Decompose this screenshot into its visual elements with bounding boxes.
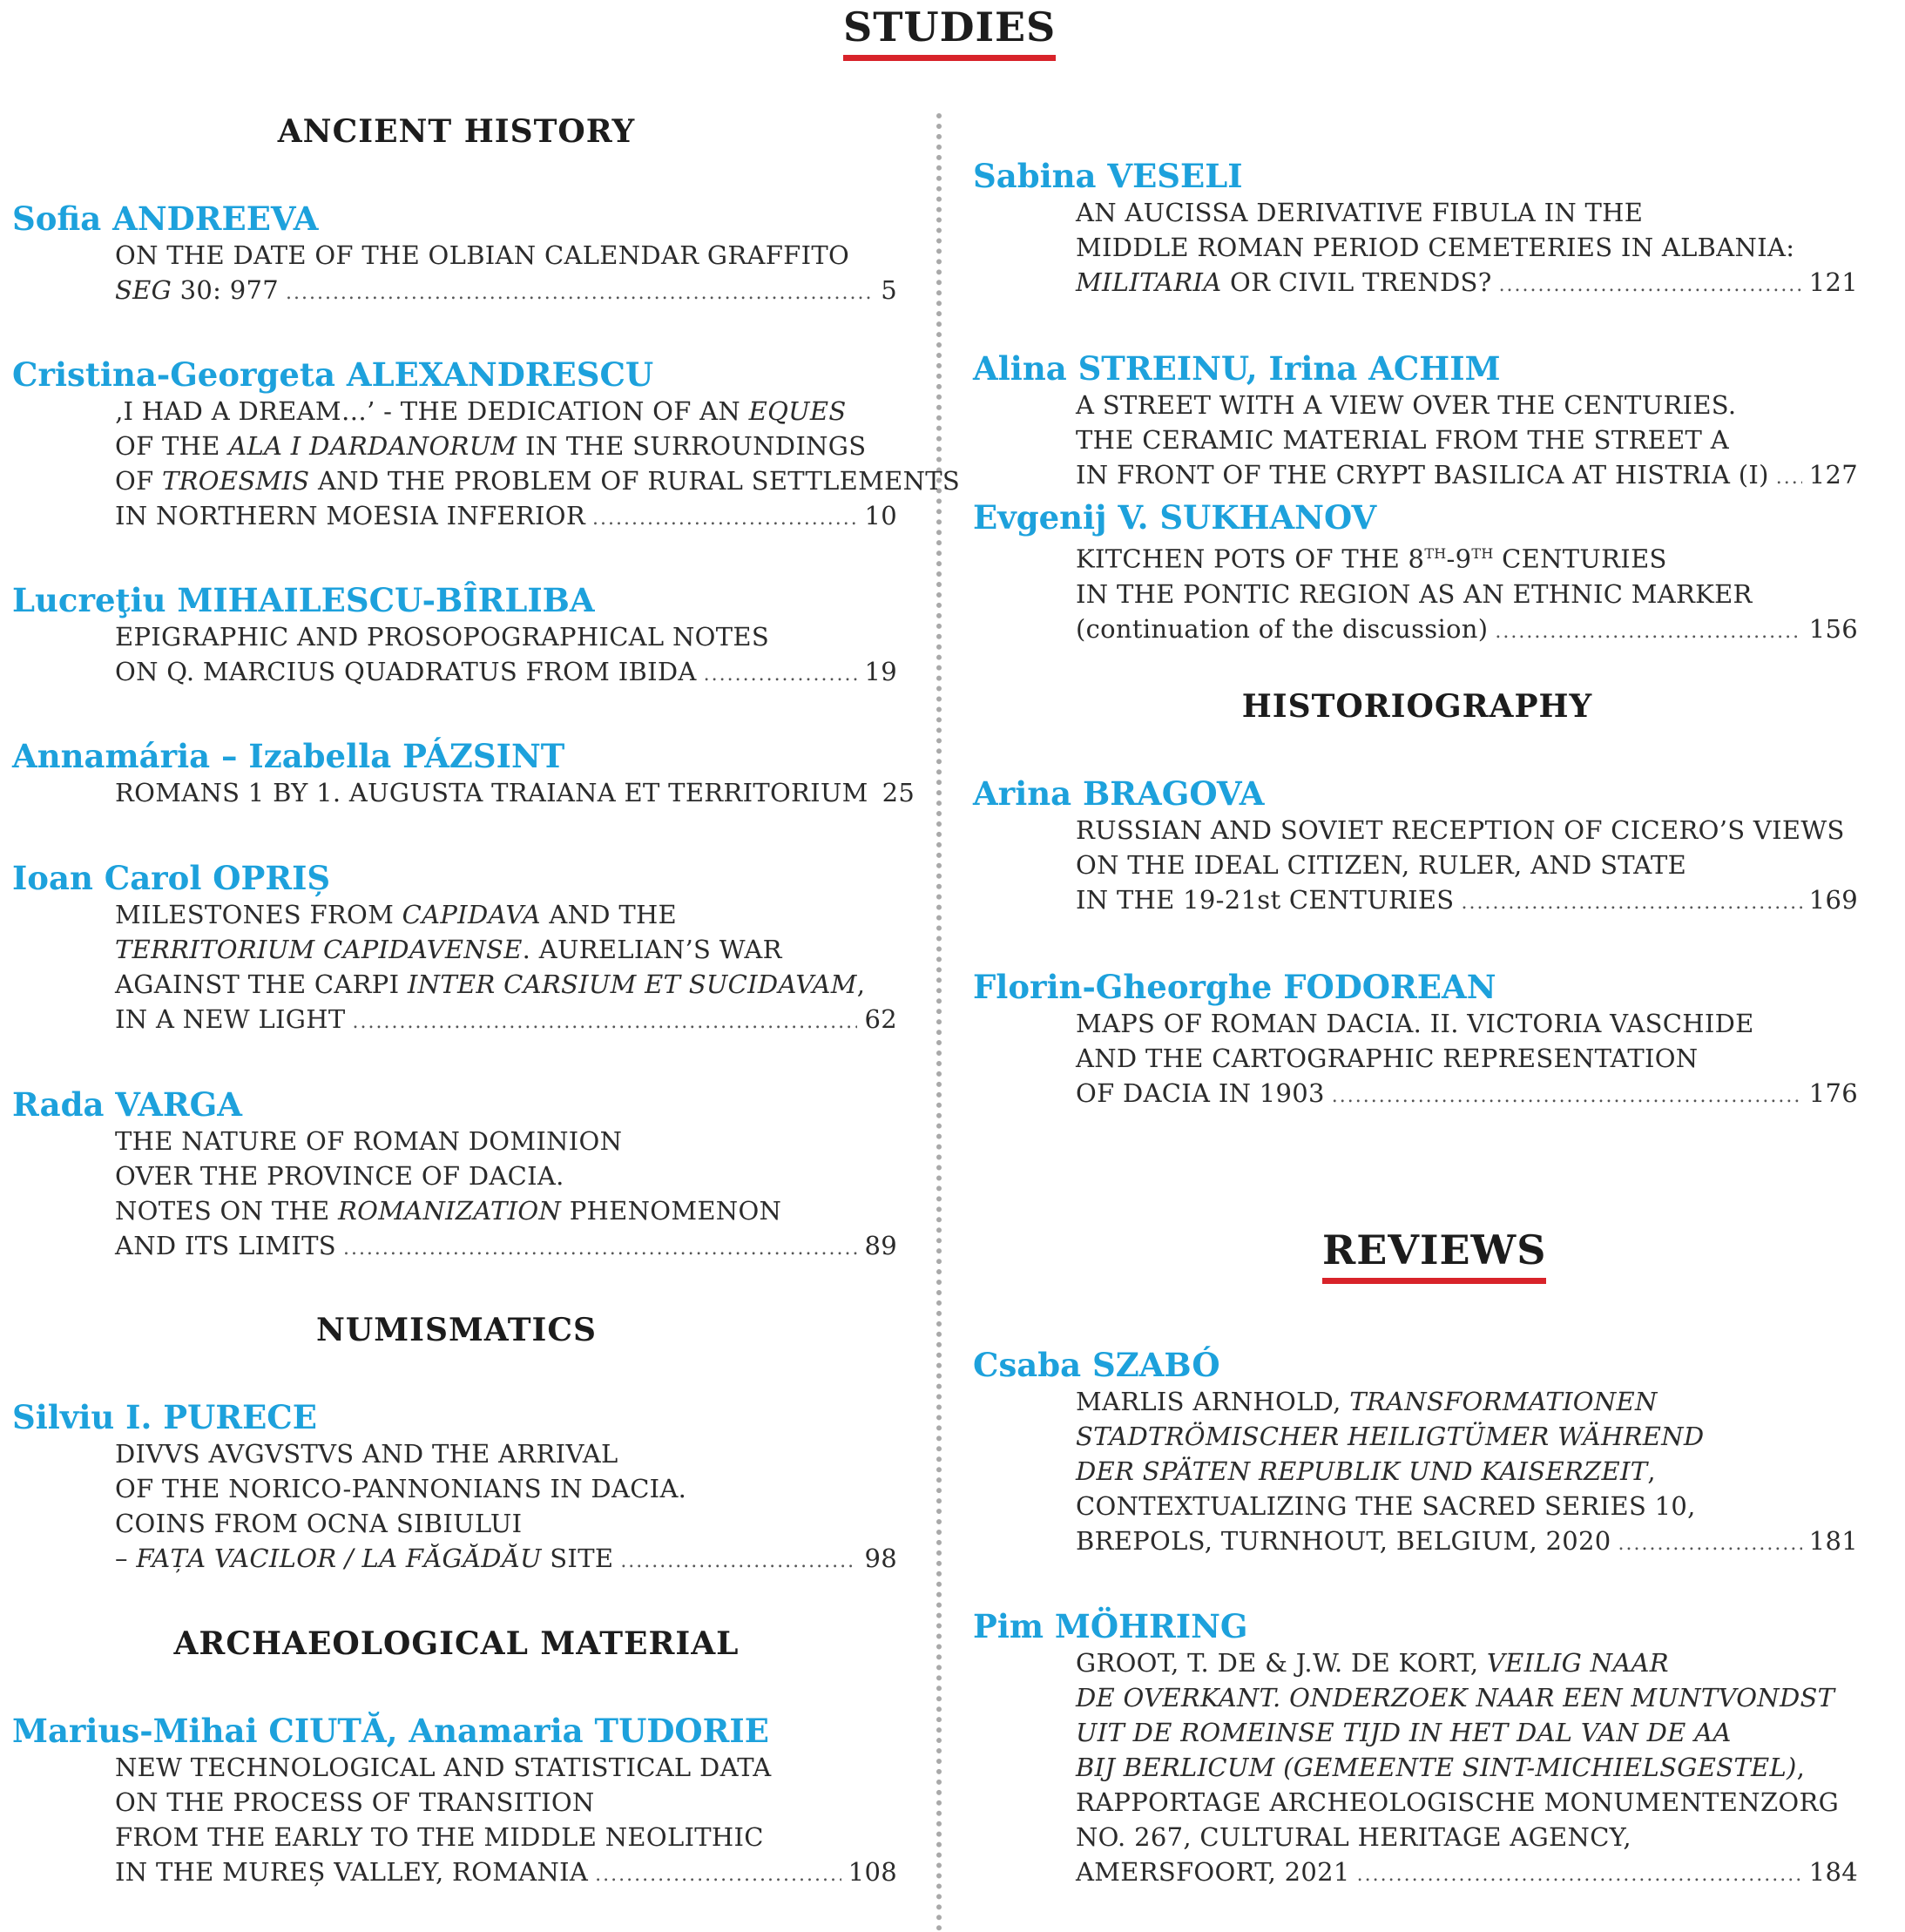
title-last-line [115, 273, 897, 311]
title-italic: FAȚA VACILOR / LA FĂGĂDĂU [136, 1544, 542, 1573]
dot-leader [1618, 1527, 1801, 1562]
title-text: IN THE MUREȘ VALLEY, ROMANIA [115, 1857, 589, 1887]
author-name: Pim MÖHRING [973, 1607, 1248, 1645]
author-name: Florin-Gheorghe FODOREAN [973, 968, 1496, 1006]
title-italic: CAPIDAVA [402, 900, 541, 929]
dot-leader [592, 502, 857, 537]
page-number: 127 [1808, 460, 1858, 490]
toc-entry-veseli[interactable] [973, 157, 1861, 303]
column-divider [936, 113, 942, 1932]
title-italic: ROMANIZATION [338, 1196, 562, 1226]
author-name: Lucreţiu MIHAILESCU-BÎRLIBA [12, 581, 595, 619]
dot-leader [1332, 1079, 1802, 1114]
title-text: , [856, 969, 866, 999]
toc-entry-varga[interactable] [12, 1085, 901, 1267]
title-text: 30: 977 [172, 275, 279, 305]
toc-entry-opris[interactable] [12, 859, 901, 1040]
title-line: AND THE CARTOGRAPHIC REPRESENTATION [1076, 1044, 1699, 1073]
toc-entry-mihailescu[interactable] [12, 581, 901, 692]
title-line [1076, 1384, 1861, 1419]
page-number: 121 [1808, 267, 1858, 297]
studies-heading: STUDIES [843, 5, 1056, 61]
author-name: Cristina-Georgeta ALEXANDRESCU [12, 355, 654, 394]
toc-entry-andreeva[interactable] [12, 199, 901, 311]
toc-entry-bragova[interactable] [973, 774, 1861, 921]
title-line: DIVVS AVGVSTVS AND THE ARRIVAL [115, 1439, 618, 1469]
title-text: MARLIS ARNHOLD, [1076, 1387, 1350, 1416]
title-line [1076, 1454, 1861, 1489]
title-last-line [115, 1541, 897, 1579]
title-last-line [1076, 1076, 1858, 1114]
title-line: DE OVERKANT. ONDERZOEK NAAR EEN MUNTVONDST [1076, 1683, 1835, 1712]
title-italic: ALA I DARDANORUM [228, 431, 517, 461]
title-line: OVER THE PROVINCE OF DACIA. [115, 1161, 564, 1191]
dot-leader [343, 1232, 858, 1267]
title-line: RUSSIAN AND SOVIET RECEPTION OF CICERO’S VIEWS [1076, 815, 1845, 845]
section-heading-ancient-history: ANCIENT HISTORY [277, 113, 636, 150]
title-line [115, 932, 901, 967]
title-last-line [1076, 1854, 1858, 1893]
title-text: IN A NEW LIGHT [115, 1004, 346, 1034]
title-italic: TRANSFORMATIONEN [1349, 1387, 1658, 1416]
title-italic: VEILIG NAAR [1486, 1648, 1669, 1678]
title-last-line [115, 1228, 897, 1267]
title-text: IN THE SURROUNDINGS [517, 431, 867, 461]
page-number: 5 [881, 275, 897, 305]
title-text: BREPOLS, TURNHOUT, BELGIUM, 2020 [1076, 1526, 1611, 1556]
title-text: , [1647, 1456, 1656, 1486]
title-line: RAPPORTAGE ARCHEOLOGISCHE MONUMENTENZORG [1076, 1787, 1840, 1817]
page-number: 62 [864, 1004, 897, 1034]
title-line [1076, 537, 1861, 577]
page-number: 181 [1808, 1526, 1858, 1556]
page-number: 98 [864, 1544, 897, 1573]
author-name: Silviu I. PURECE [12, 1398, 317, 1436]
title-line: AN AUCISSA DERIVATIVE FIBULA IN THE [1076, 198, 1644, 227]
title-line: ON THE DATE OF THE OLBIAN CALENDAR GRAFFITO [115, 240, 850, 270]
page-number: 156 [1808, 613, 1858, 644]
title-text: – [115, 1544, 137, 1573]
title-line: COINS FROM OCNA SIBIULUI [115, 1509, 523, 1538]
title-text: AGAINST THE CARPI [115, 969, 408, 999]
title-text: PHENOMENON [561, 1196, 782, 1226]
toc-entry-sukhanov[interactable] [973, 498, 1861, 650]
title-italic: TROESMIS [162, 466, 310, 496]
title-text: ON Q. MARCIUS QUADRATUS FROM IBIDA [115, 657, 697, 686]
section-heading-numismatics: NUMISMATICS [315, 1312, 598, 1348]
page-number: 169 [1808, 885, 1858, 915]
title-text: , [1796, 1753, 1806, 1782]
toc-entry-szabo[interactable] [973, 1346, 1861, 1562]
title-line: NO. 267, CULTURAL HERITAGE AGENCY, [1076, 1822, 1631, 1852]
title-text: NOTES ON THE [115, 1196, 339, 1226]
toc-entry-alexandrescu[interactable] [12, 355, 961, 537]
title-text: OF THE [115, 431, 229, 461]
title-text: KITCHEN POTS OF THE 8 [1076, 544, 1425, 574]
toc-entry-fodorean[interactable] [973, 968, 1861, 1114]
author-name: Alina STREINU, Irina ACHIM [973, 349, 1501, 388]
title-italic: TERRITORIUM CAPIDAVENSE [115, 935, 523, 964]
title-text: IN FRONT OF THE CRYPT BASILICA AT HISTRIA (I) [1076, 460, 1769, 490]
title-last-line [1076, 457, 1858, 496]
title-line [115, 429, 901, 463]
title-italic: SEG [115, 275, 172, 305]
page-number: 89 [864, 1231, 897, 1260]
title-line: OF THE NORICO-PANNONIANS IN DACIA. [115, 1474, 687, 1503]
title-last-line [115, 1854, 897, 1893]
title-line [1076, 1645, 1861, 1680]
title-line: MIDDLE ROMAN PERIOD CEMETERIES IN ALBANIA: [1076, 233, 1795, 262]
dot-leader [595, 1858, 841, 1893]
title-last-line [115, 1002, 897, 1040]
title-last-line [1076, 1523, 1858, 1562]
author-name: Evgenij V. SUKHANOV [973, 498, 1377, 537]
author-name: Sabina VESELI [973, 157, 1243, 195]
dot-leader [1495, 615, 1801, 650]
title-text: AND ITS LIMITS [115, 1231, 336, 1260]
title-last-line [1076, 882, 1858, 921]
title-line: THE NATURE OF ROMAN DOMINION [115, 1126, 623, 1156]
author-name: Annamária – Izabella PÁZSINT [12, 737, 565, 775]
title-line [115, 463, 961, 498]
title-text: IN NORTHERN MOESIA INFERIOR [115, 501, 585, 530]
title-last-line [115, 498, 897, 537]
author-name: Arina BRAGOVA [973, 774, 1265, 813]
title-text: -9 [1446, 544, 1472, 574]
title-line: UIT DE ROMEINSE TIJD IN HET DAL VAN DE AA [1076, 1718, 1732, 1747]
title-last-line [1076, 265, 1858, 303]
title-line: STADTRÖMISCHER HEILIGTÜMER WÄHREND [1076, 1422, 1705, 1451]
title-line: THE CERAMIC MATERIAL FROM THE STREET A [1076, 425, 1729, 455]
title-italic: INTER CARSIUM ET SUCIDAVAM [407, 969, 857, 999]
superscript: TH [1471, 545, 1494, 562]
dot-leader [1357, 1858, 1802, 1893]
title-text: (continuation of the discussion) [1076, 613, 1489, 644]
title-line: NEW TECHNOLOGICAL AND STATISTICAL DATA [115, 1753, 772, 1782]
toc-entry-mohring[interactable] [973, 1607, 1861, 1893]
author-name: Rada VARGA [12, 1085, 242, 1124]
title-last-line [1076, 611, 1858, 650]
title-line: ON THE PROCESS OF TRANSITION [115, 1787, 595, 1817]
title-italic: EQUES [748, 396, 847, 426]
author-name: Ioan Carol OPRIȘ [12, 859, 331, 897]
title-line: MAPS OF ROMAN DACIA. II. VICTORIA VASCHIDE [1076, 1009, 1754, 1038]
author-name: Marius-Mihai CIUTĂ, Anamaria TUDORIE [12, 1712, 769, 1750]
title-line [115, 967, 901, 1002]
dot-leader [620, 1544, 857, 1579]
page-number: 176 [1808, 1078, 1858, 1108]
title-line [115, 1193, 901, 1228]
title-text: IN THE 19-21st CENTURIES [1076, 885, 1455, 915]
title-italic: MILITARIA [1076, 267, 1222, 297]
superscript: TH [1424, 545, 1447, 562]
title-line [115, 394, 901, 429]
toc-entry-pazsint[interactable] [12, 737, 915, 814]
author-name: Sofia ANDREEVA [12, 199, 319, 238]
title-line: A STREET WITH A VIEW OVER THE CENTURIES. [1076, 390, 1737, 420]
title-text: AMERSFOORT, 2021 [1076, 1857, 1350, 1887]
dot-leader [704, 658, 858, 692]
page-number: 108 [848, 1857, 897, 1887]
title-line: FROM THE EARLY TO THE MIDDLE NEOLITHIC [115, 1822, 764, 1852]
reviews-heading: REVIEWS [1322, 1228, 1546, 1284]
title-text: OR CIVIL TRENDS? [1221, 267, 1492, 297]
title-italic: BIJ BERLICUM (GEMEENTE SINT-MICHIELSGESTEL) [1076, 1753, 1797, 1782]
dot-leader [1499, 268, 1802, 303]
toc-entry-streinu[interactable] [973, 349, 1861, 496]
section-heading-historiography: HISTORIOGRAPHY [1241, 688, 1593, 725]
page-number: 25 [882, 778, 915, 807]
page-number: 184 [1808, 1857, 1858, 1887]
title-last-line [115, 654, 897, 692]
section-heading-archaeological-material: ARCHAEOLOGICAL MATERIAL [173, 1625, 740, 1662]
dot-leader [353, 1005, 858, 1040]
toc-entry-ciuta[interactable] [12, 1712, 901, 1893]
title-text: OF [115, 466, 163, 496]
dot-leader [286, 276, 874, 311]
author-name: Csaba SZABÓ [973, 1346, 1220, 1384]
dot-leader [1461, 886, 1801, 921]
title-text: . AURELIAN’S WAR [522, 935, 782, 964]
title-line [1076, 1750, 1861, 1785]
title-text: AND THE PROBLEM OF RURAL SETTLEMENTS [309, 466, 961, 496]
title-line: IN THE PONTIC REGION AS AN ETHNIC MARKER [1076, 578, 1753, 609]
title-text: ‚I HAD A DREAM…’ - THE DEDICATION OF AN [115, 396, 749, 426]
title-line: ON THE IDEAL CITIZEN, RULER, AND STATE [1076, 850, 1687, 880]
title-italic: DER SPÄTEN REPUBLIK UND KAISERZEIT [1076, 1456, 1648, 1486]
page-number: 19 [864, 657, 897, 686]
title-text: SITE [541, 1544, 614, 1573]
dot-leader [1776, 461, 1802, 496]
title-last-line [115, 775, 915, 814]
title-text: AND THE [540, 900, 678, 929]
page-number: 10 [864, 501, 897, 530]
toc-entry-purece[interactable] [12, 1398, 901, 1579]
title-line: CONTEXTUALIZING THE SACRED SERIES 10, [1076, 1491, 1696, 1521]
title-text: CENTURIES [1493, 544, 1667, 574]
title-text: MILESTONES FROM [115, 900, 402, 929]
title-line [115, 897, 901, 932]
title-text: GROOT, T. DE & J.W. DE KORT, [1076, 1648, 1487, 1678]
title-text: OF DACIA IN 1903 [1076, 1078, 1325, 1108]
title-line: EPIGRAPHIC AND PROSOPOGRAPHICAL NOTES [115, 622, 770, 652]
title-text: ROMANS 1 BY 1. AUGUSTA TRAIANA ET TERRITORIUM [115, 778, 868, 807]
